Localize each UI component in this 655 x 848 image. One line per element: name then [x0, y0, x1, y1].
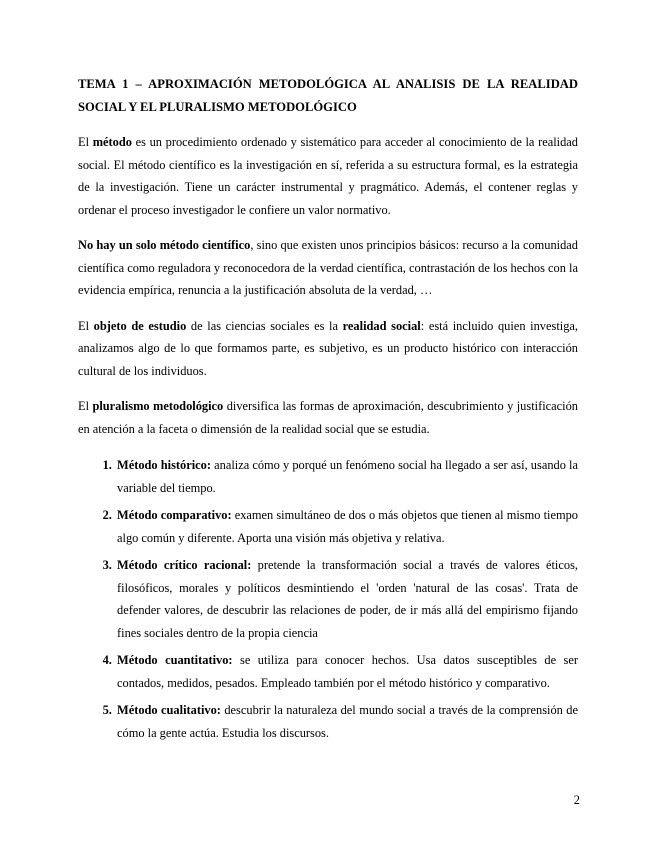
paragraph-bold-term: objeto de estudio [93, 318, 187, 333]
method-label: Método cualitativo: [117, 703, 221, 717]
paragraph-text: de las ciencias sociales es la [186, 318, 343, 333]
paragraph-metodo [78, 131, 578, 221]
paragraph-text: El [78, 399, 93, 413]
paragraph-bold-term: método [92, 135, 132, 149]
list-item [115, 454, 578, 499]
method-description: pretende la transformación social a través de valores éticos, filosóficos, morales y políticos desmintiendo el 'orden 'natural de las cosas'. Trata de defender valores, de descubrir las relaciones de poder, de ir más allá del empirismo fijando fines sociales dentro de la propia ciencia [117, 558, 578, 640]
paragraph-text: : está incluido quien investiga, analizamos algo de lo que formamos parte, es subjetivo, es un producto histórico con interacción cultural de los individuos. [78, 318, 578, 378]
page-number: 2 [573, 793, 580, 807]
paragraph-text: , sino que existen unos principios básicos: recurso a la comunidad científica como reguladora y reconocedora de la verdad científica, contrastación de los hechos con la evidencia empírica, renuncia a la justificación absoluta de la verdad, … [78, 238, 578, 297]
paragraph-no-solo-metodo [78, 234, 578, 302]
list-item [115, 554, 578, 644]
paragraph-bold-term: realidad social [342, 318, 421, 333]
paragraph-bold-term: pluralismo metodológico [92, 399, 224, 413]
paragraph-text: es un procedimiento ordenado y sistemático para acceder al conocimiento de la realidad social. El método científico es la investigación en sí, referida a su estructura formal, es la estrategia de la investigación. Tiene un carácter instrumental y pragmático. Además, el contener reglas y ordenar el proceso investigador le confiere un valor normativo. [78, 135, 579, 217]
page-content [78, 73, 578, 749]
method-description: se utiliza para conocer hechos. Usa datos susceptibles de ser contados, medidos, pesados. Empleado también por el método histórico y comparativo. [117, 653, 578, 690]
list-item [115, 649, 578, 694]
method-description: analiza cómo y porqué un fenómeno social ha llegado a ser así, usando la variable del tiempo. [117, 458, 578, 495]
methods-list [78, 454, 578, 744]
method-label: Método histórico: [117, 458, 211, 472]
paragraph-bold-term: No hay un solo método científico [78, 238, 251, 252]
method-label: Método comparativo: [117, 508, 232, 522]
paragraph-text: El [78, 135, 93, 149]
paragraph-text: diversifica las formas de aproximación, descubrimiento y justificación en atención a la faceta o dimensión de la realidad social que se estudia. [78, 399, 578, 436]
list-item [115, 504, 578, 549]
list-item [115, 699, 578, 744]
method-label: Método cuantitativo: [117, 653, 233, 667]
paragraph-text: El [78, 318, 94, 333]
paragraph-objeto-estudio [78, 315, 578, 383]
method-label: Método crítico racional: [117, 558, 252, 572]
method-description: descubrir la naturaleza del mundo social a través de la comprensión de cómo la gente actúa. Estudia los discursos. [117, 703, 578, 740]
method-description: examen simultáneo de dos o más objetos que tienen al mismo tiempo algo común y diferente. Aporta una visión más objetiva y relativa. [117, 508, 578, 545]
document-title: TEMA 1 – APROXIMACIÓN METODOLÓGICA AL ANALISIS DE LA REALIDAD SOCIAL Y EL PLURALISMO METODOLÓGICO [78, 77, 578, 114]
paragraph-pluralismo [78, 395, 578, 440]
